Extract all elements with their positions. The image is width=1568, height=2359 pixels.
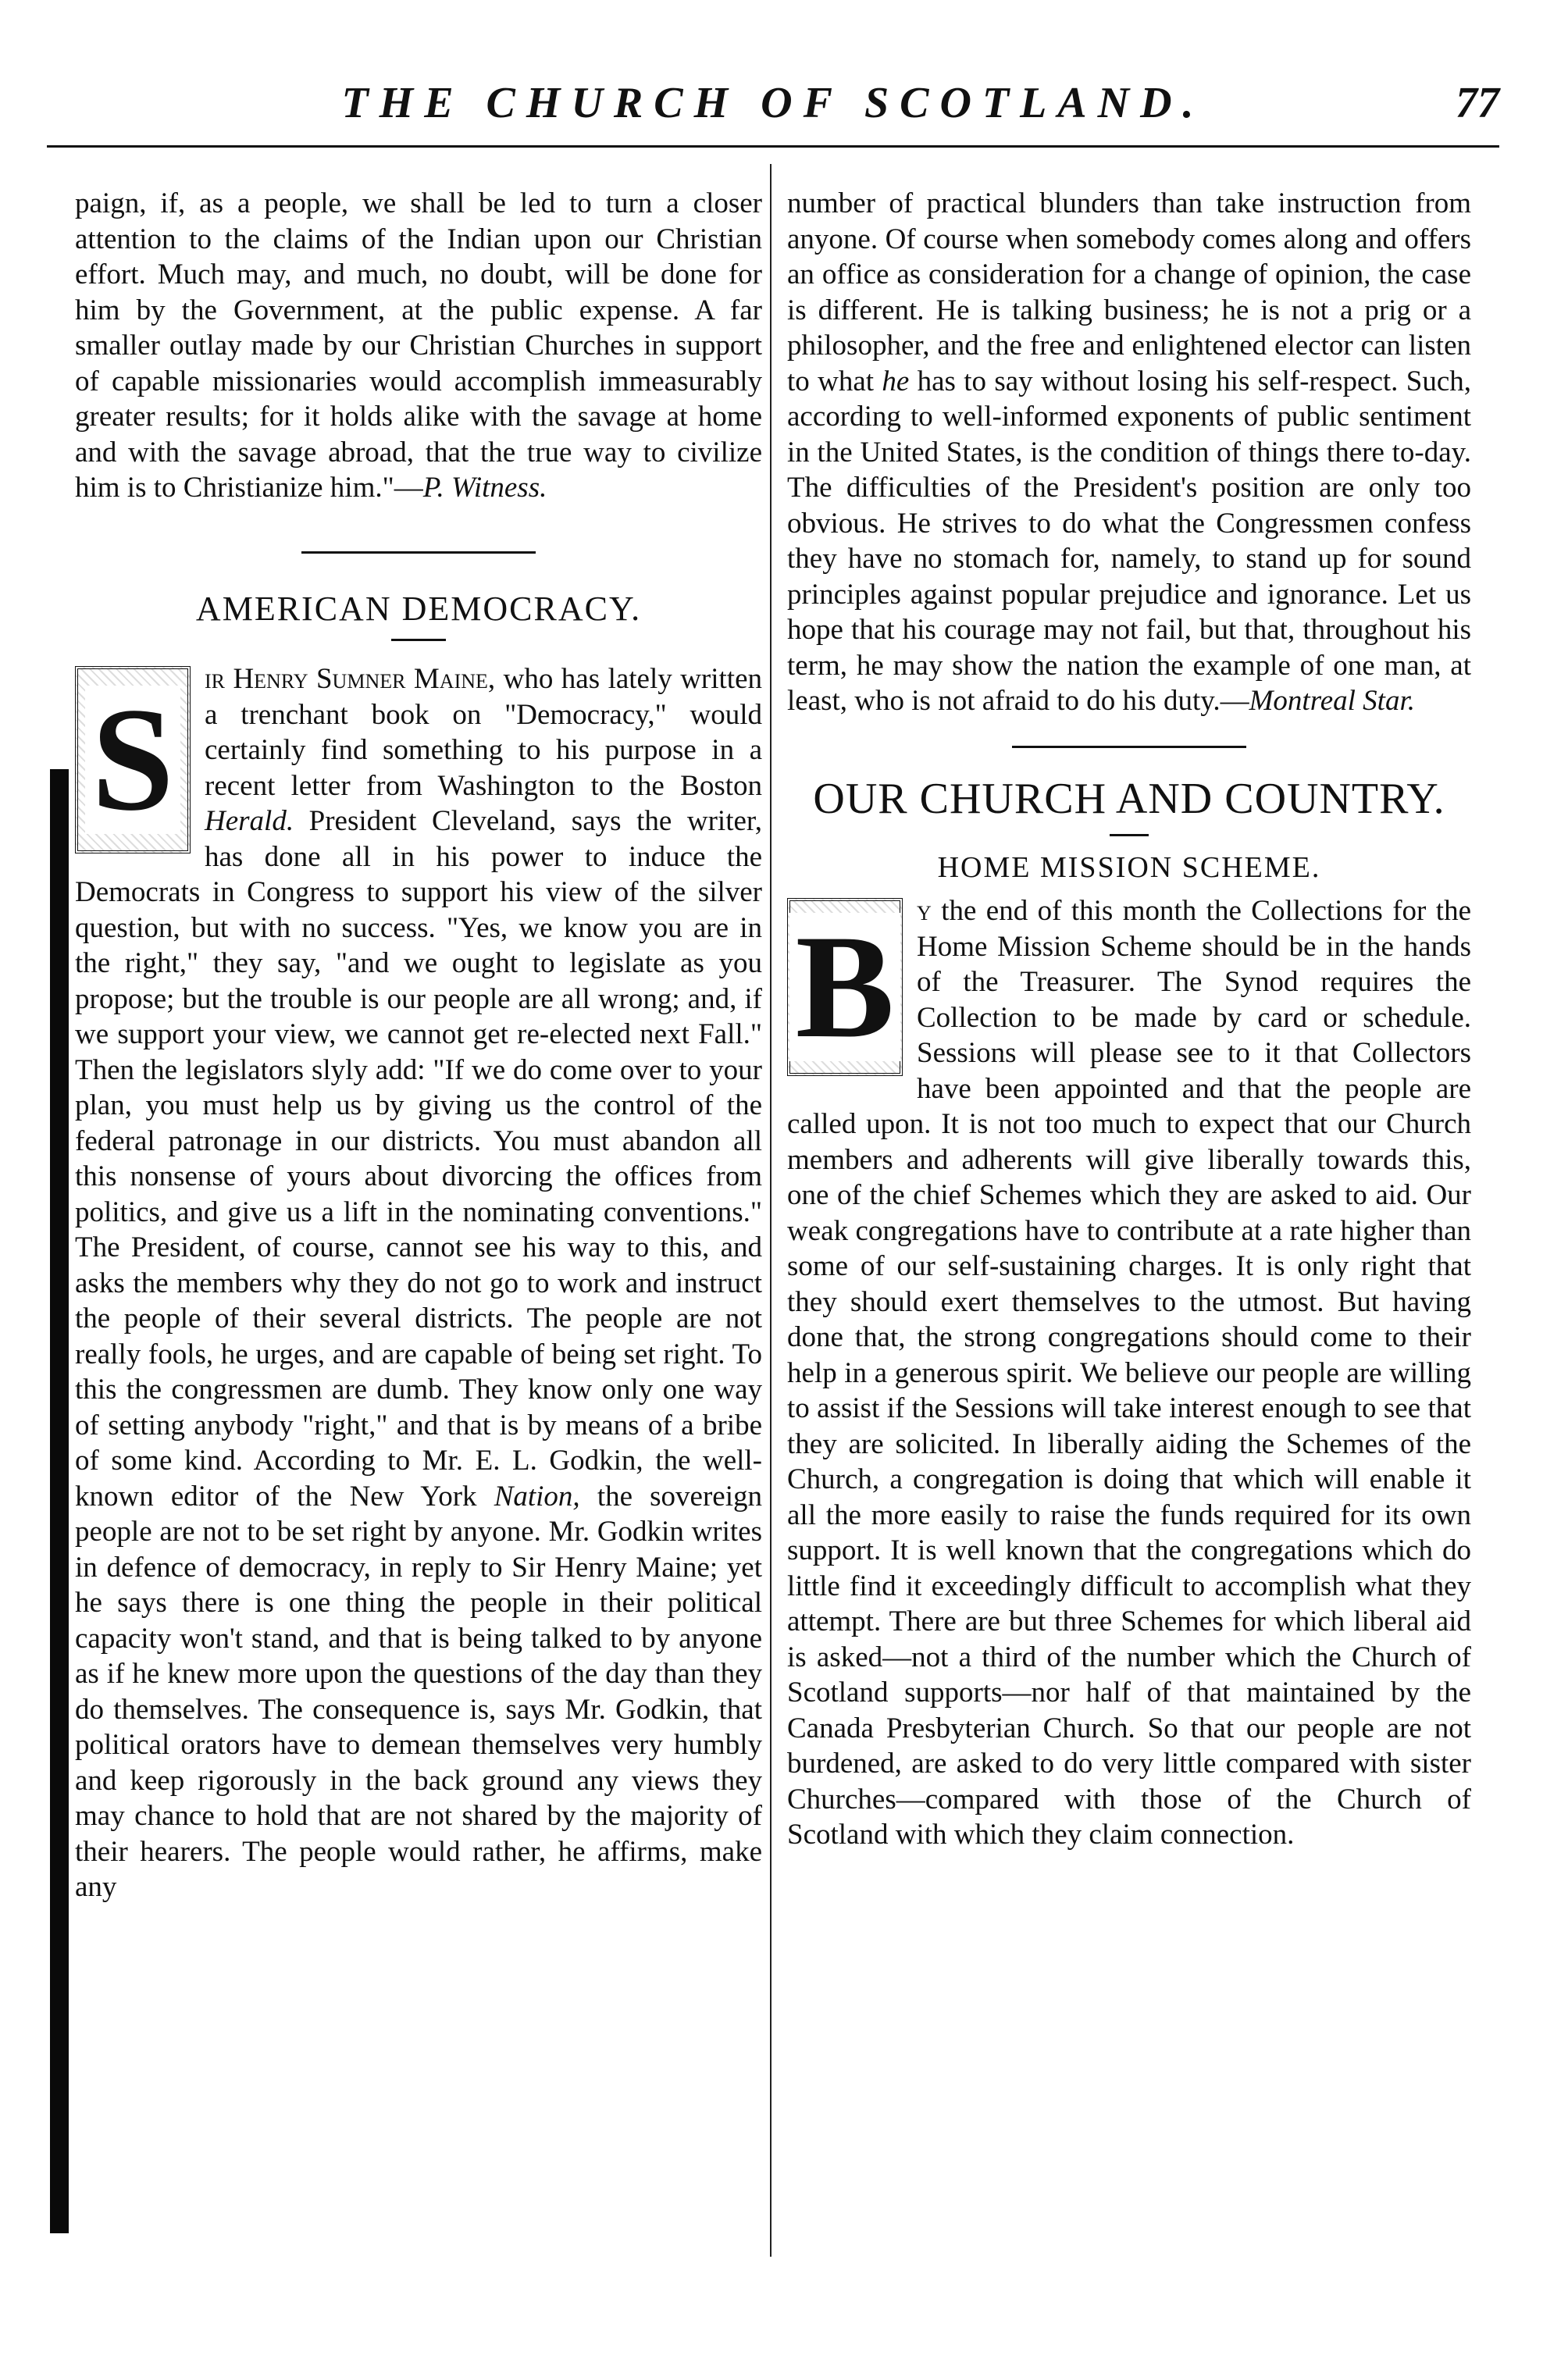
page-number: 77 [1456, 79, 1499, 127]
dropcap-letter: S [85, 686, 180, 834]
continuation-attribution: Montreal Star. [1249, 685, 1416, 717]
intro-attribution: P. Witness. [422, 472, 547, 504]
section-rule [1110, 834, 1149, 836]
dropcap-letter-b: B [789, 913, 901, 1061]
heading-rule [391, 639, 446, 641]
section-separator [1012, 746, 1246, 748]
home-mission-body [787, 893, 1471, 1853]
article-separator [301, 551, 536, 554]
continuation-text-2: has to say without losing his self-respect. Such, according to well-informed exponents of public sentiment in the United States, is the condition of things there to-day. The difficulties of the President's position are only too obvious. He strives to do what the Congressmen confess they have no stomach for, namely, to stand up for sound principles against popular prejudice and ignorance. Let us hope that his courage may not fail, but that, throughout his term, he may show the nation the example of one man, at least, who is not afraid to do his duty.— [787, 365, 1472, 717]
intro-paragraph [75, 186, 762, 506]
running-head: THE CHURCH OF SCOTLAND. [341, 79, 1205, 127]
body-text-3: the sovereign people are not to be set right by anyone. Mr. Godkin writes in defence of democracy, in reply to Sir Henry Maine; yet he says there is one thing the people in their political capacity won't stand, and that is being talked to by anyone as if he knew more upon the questions of the day than they do themselves. The consequence is, says Mr. Godkin, that political orators have to demean themselves very humbly and keep rigorously in the back ground any views they may chance to hold that are not shared by the majority of their hearers. The people would rather, he affirms, make any [75, 1480, 763, 1903]
right-column [787, 186, 1471, 1853]
continuation-text-1: number of practical blunders than take instruction from anyone. Of course when somebody comes along and offers an office as consideration for a change of opinion, the case is different. He is talking business; he is not a prig or a philosopher, and the free and enlightened elector can listen to what [787, 187, 1471, 397]
herald-title: Herald. [205, 805, 294, 837]
continuation-paragraph [787, 186, 1471, 719]
dropcap-s [75, 666, 191, 853]
margin-scan-bar [50, 769, 69, 2233]
opening-smallcaps: ir Henry Sumner Maine, [205, 663, 496, 695]
page-header [47, 78, 1499, 156]
nation-title: Nation, [494, 1480, 580, 1513]
opening-word: y [917, 895, 932, 927]
body-text-2: President Cleveland, says the writer, has done all in his power to induce the Democrats in Congress to support his view of the silver question, but with no success. "Yes, we know you are in the right," they say, "and we ought to legislate as you propose; but the trouble is our people are all wrong; and, if we support your view, we cannot get re-elected next Fall." Then the legislators slyly add: "If we do come over to your plan, you must help us by giving us the control of the federal patronage in our districts. You must abandon all this nonsense of yours about divorcing the offices from politics, and give us a lift in the nominating conventions." The President, of course, cannot see his way to this, and asks the members why they do not go to work and instruct the people of their several districts. The people are not really fools, he urges, and are capable of being set right. To this the congressmen are dumb. They know only one way of setting anybody "right," and that is by means of a bribe of some kind. According to Mr. E. L. Godkin, the well-known editor of the New York [75, 805, 762, 1513]
body-text-1: who has lately written a trenchant book on "Democracy," would certainly find something to his purpose in a recent letter from Washington to the Boston [205, 663, 763, 802]
he-italic: he [882, 365, 910, 397]
dropcap-b [787, 898, 903, 1076]
home-mission-text: the end of this month the Collections for the Home Mission Scheme should be in the hands of the Treasurer. The Synod requires the Collection to be made by card or schedule. Sessions will please see to it that Collectors have been appointed and that the people are called upon. It is not too much to expect that our Church members and adherents will give liberally towards this, one of the chief Schemes which they are asked to aid. Our weak congregations have to contribute at a rate higher than some of our self-sustaining charges. It is only right that they should exert themselves to the utmost. But having done that, the strong congregations should come to their help in a generous spirit. We believe our people are willing to assist if the Sessions will take interest enough to see that they are solicited. In liberally aiding the Schemes of the Church, a congregation is doing that which will enable it all the more easily to raise the funds required for its own support. It is well known that the congregations which do little find it exceedingly difficult to accomplish what they attempt. There are but three Schemes for which liberal aid is asked—not a third of the number which the Church of Scotland supports—nor half of that maintained by the Canada Presbyterian Church. So that our people are not burdened, are asked to do very little compared with sister Churches—compared with those of the Church of Scotland with which they claim connection. [787, 895, 1471, 1851]
article-heading: AMERICAN DEMOCRACY. [195, 589, 642, 628]
section-heading: OUR CHURCH AND COUNTRY. [813, 774, 1445, 823]
sub-heading: HOME MISSION SCHEME. [937, 850, 1321, 884]
left-column [75, 186, 762, 1905]
column-divider [770, 164, 772, 2257]
intro-text: paign, if, as a people, we shall be led to turn a closer attention to the claims of the Indian upon our Christian effort. Much may, and much, no doubt, will be done for him by the Government, at the public expense. A far smaller outlay made by our Christian Churches in support of capable missionaries would accomplish immeasurably greater results; for it holds alike with the savage at home and with the savage abroad, that the true way to civilize him is to Christianize him."— [75, 187, 762, 504]
header-rule [47, 145, 1499, 148]
article-body [75, 661, 762, 1905]
